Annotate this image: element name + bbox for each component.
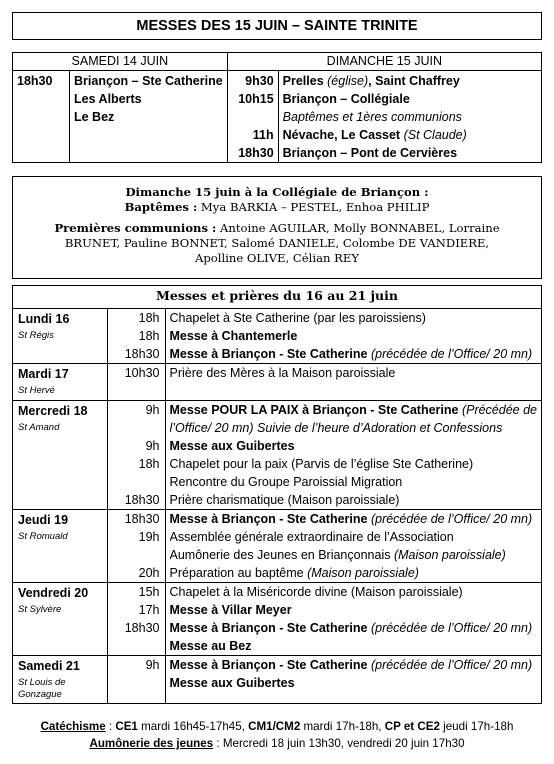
day-name: Mercredi 18 xyxy=(18,404,88,418)
event-description: Chapelet à Ste Catherine (par les paroissiens) xyxy=(169,311,426,325)
day-cell xyxy=(13,364,108,401)
communions-line: Apolline OLIVE, Célian REY xyxy=(195,251,359,265)
event-time: 18h30 xyxy=(124,621,160,635)
announcement-heading: Dimanche 15 juin à la Collégiale de Briançon : xyxy=(125,185,429,199)
sunday-time xyxy=(232,108,274,126)
time-cell xyxy=(108,510,166,583)
event-description: Messe POUR LA PAIX à Briançon - Ste Catherine (Précédée de xyxy=(169,403,537,417)
sunday-header: DIMANCHE 15 JUIN xyxy=(227,53,541,71)
event-description: Messe aux Guibertes xyxy=(169,676,295,690)
day-cell xyxy=(13,656,108,704)
sunday-places-cell xyxy=(278,71,541,163)
sunday-place-note: Baptêmes et 1ères communions xyxy=(282,110,462,124)
saint-of-day: St Romuald xyxy=(18,531,68,542)
saturday-header: SAMEDI 14 JUIN xyxy=(13,53,228,71)
footer xyxy=(0,718,554,752)
time-cell xyxy=(108,364,166,401)
day-name: Lundi 16 xyxy=(18,312,70,326)
day-row xyxy=(13,583,542,656)
event-description: Messe à Briançon - Ste Catherine (précédée de l’Office/ 20 mn) xyxy=(169,621,533,635)
saint-of-day: St Sylvère xyxy=(18,604,62,615)
event-time: 18h xyxy=(138,329,160,343)
event-description: Prière des Mères à la Maison paroissiale xyxy=(169,366,396,380)
day-row xyxy=(13,401,542,510)
weekend-masses-table xyxy=(12,52,542,163)
event-time xyxy=(113,473,160,491)
event-description: l’Office/ 20 mn) Suivie de l’heure d’Adoration et Confessions xyxy=(169,421,503,435)
day-cell xyxy=(13,401,108,510)
communions-line: BRUNET, Pauline BONNET, Salomé DANIELE, Colombe DE VANDIERE, xyxy=(64,236,490,250)
event-time xyxy=(113,637,160,655)
event-time: 18h xyxy=(138,311,160,325)
event-time xyxy=(113,382,160,400)
schedule-title: Messes et prières du 16 au 21 juin xyxy=(13,286,542,309)
event-description xyxy=(170,382,538,400)
event-cell xyxy=(165,583,542,656)
sunday-place: Prelles (église), Saint Chaffrey xyxy=(282,74,460,88)
sunday-time: 11h xyxy=(252,128,274,142)
sunday-place: Névache, Le Casset (St Claude) xyxy=(282,128,467,142)
communions-line: Premières communions : Antoine AGUILAR, Molly BONNABEL, Lorraine xyxy=(54,221,500,235)
event-cell xyxy=(165,364,542,401)
saturday-place: Le Bez xyxy=(74,110,115,124)
day-name: Samedi 21 xyxy=(18,659,80,673)
event-time xyxy=(113,419,160,437)
saint-of-day: St Régis xyxy=(18,330,54,341)
event-time: 17h xyxy=(138,603,160,617)
saint-of-day: St Louis de Gonzague xyxy=(18,677,66,700)
event-description: Messe à Chantemerle xyxy=(169,329,298,343)
event-time: 18h30 xyxy=(124,347,160,361)
event-description: Rencontre du Groupe Paroissial Migration xyxy=(169,475,403,489)
event-time xyxy=(113,546,160,564)
sunday-time: 18h30 xyxy=(238,146,274,160)
time-cell xyxy=(108,583,166,656)
saint-of-day: St Hervé xyxy=(18,385,55,396)
saturday-places-cell xyxy=(70,71,228,163)
day-row xyxy=(13,510,542,583)
event-time: 9h xyxy=(145,658,160,672)
event-description: Messe au Bez xyxy=(169,639,252,653)
time-cell xyxy=(108,656,166,704)
day-name: Mardi 17 xyxy=(18,367,69,381)
day-name: Vendredi 20 xyxy=(18,586,89,600)
page-title: MESSES DES 15 JUIN – SAINTE TRINITE xyxy=(12,12,542,40)
event-time: 18h30 xyxy=(124,493,160,507)
event-time: 18h30 xyxy=(124,512,160,526)
day-row xyxy=(13,364,542,401)
day-name: Jeudi 19 xyxy=(18,513,69,527)
event-cell xyxy=(165,656,542,704)
event-time: 19h xyxy=(138,530,160,544)
event-cell xyxy=(165,309,542,364)
event-cell xyxy=(165,510,542,583)
event-description: Chapelet pour la paix (Parvis de l’église Ste Catherine) xyxy=(169,457,474,471)
event-time: 15h xyxy=(138,585,160,599)
baptisms-line: Baptêmes : Mya BARKIA – PESTEL, Enhoa PHILIP xyxy=(124,200,430,214)
event-description: Messe à Briançon - Ste Catherine (précédée de l’Office/ 20 mn) xyxy=(169,512,533,526)
event-description: Messe aux Guibertes xyxy=(169,439,295,453)
event-cell xyxy=(165,401,542,510)
event-time: 10h30 xyxy=(124,366,160,380)
event-time: 9h xyxy=(145,403,160,417)
sunday-place: Briançon – Collégiale xyxy=(282,92,410,106)
saturday-time: 18h30 xyxy=(17,74,53,88)
sunday-time: 9h30 xyxy=(245,74,274,88)
day-cell xyxy=(13,583,108,656)
event-description: Messe à Villar Meyer xyxy=(169,603,292,617)
saturday-time-cell xyxy=(13,71,70,163)
weekly-schedule-table xyxy=(12,285,542,704)
event-description: Assemblée générale extraordinaire de l’Association xyxy=(169,530,454,544)
sunday-time: 10h15 xyxy=(238,92,274,106)
event-time xyxy=(113,674,160,692)
catechism-line: Catéchisme : CE1 mardi 16h45-17h45, CM1/CM2 mardi 17h-18h, CP et CE2 jeudi 17h-18h xyxy=(40,720,514,733)
event-description: Prière charismatique (Maison paroissiale) xyxy=(169,493,400,507)
day-cell xyxy=(13,309,108,364)
event-description: Chapelet à la Miséricorde divine (Maison paroissiale) xyxy=(169,585,463,599)
event-time: 20h xyxy=(138,566,160,580)
time-cell xyxy=(108,401,166,510)
event-description: Aumônerie des Jeunes en Briançonnais (Maison paroissiale) xyxy=(169,548,506,562)
event-description: Messe à Briançon - Ste Catherine (précédée de l’Office/ 20 mn) xyxy=(169,347,533,361)
sunday-time-cell xyxy=(227,71,278,163)
time-cell xyxy=(108,309,166,364)
saturday-place: Les Alberts xyxy=(74,92,142,106)
youth-chaplaincy-line: Aumônerie des jeunes : Mercredi 18 juin 13h30, vendredi 20 juin 17h30 xyxy=(89,737,465,750)
event-time: 18h xyxy=(138,457,160,471)
day-cell xyxy=(13,510,108,583)
saturday-place: Briançon – Ste Catherine xyxy=(74,74,223,88)
sunday-place: Briançon – Pont de Cervières xyxy=(282,146,458,160)
event-time: 9h xyxy=(145,439,160,453)
saint-of-day: St Amand xyxy=(18,422,60,433)
event-description: Messe à Briançon - Ste Catherine (précédée de l’Office/ 20 mn) xyxy=(169,658,533,672)
day-row xyxy=(13,309,542,364)
day-row xyxy=(13,656,542,704)
event-description: Préparation au baptême (Maison paroissiale) xyxy=(169,566,419,580)
sunday-announcement-box xyxy=(12,176,542,279)
